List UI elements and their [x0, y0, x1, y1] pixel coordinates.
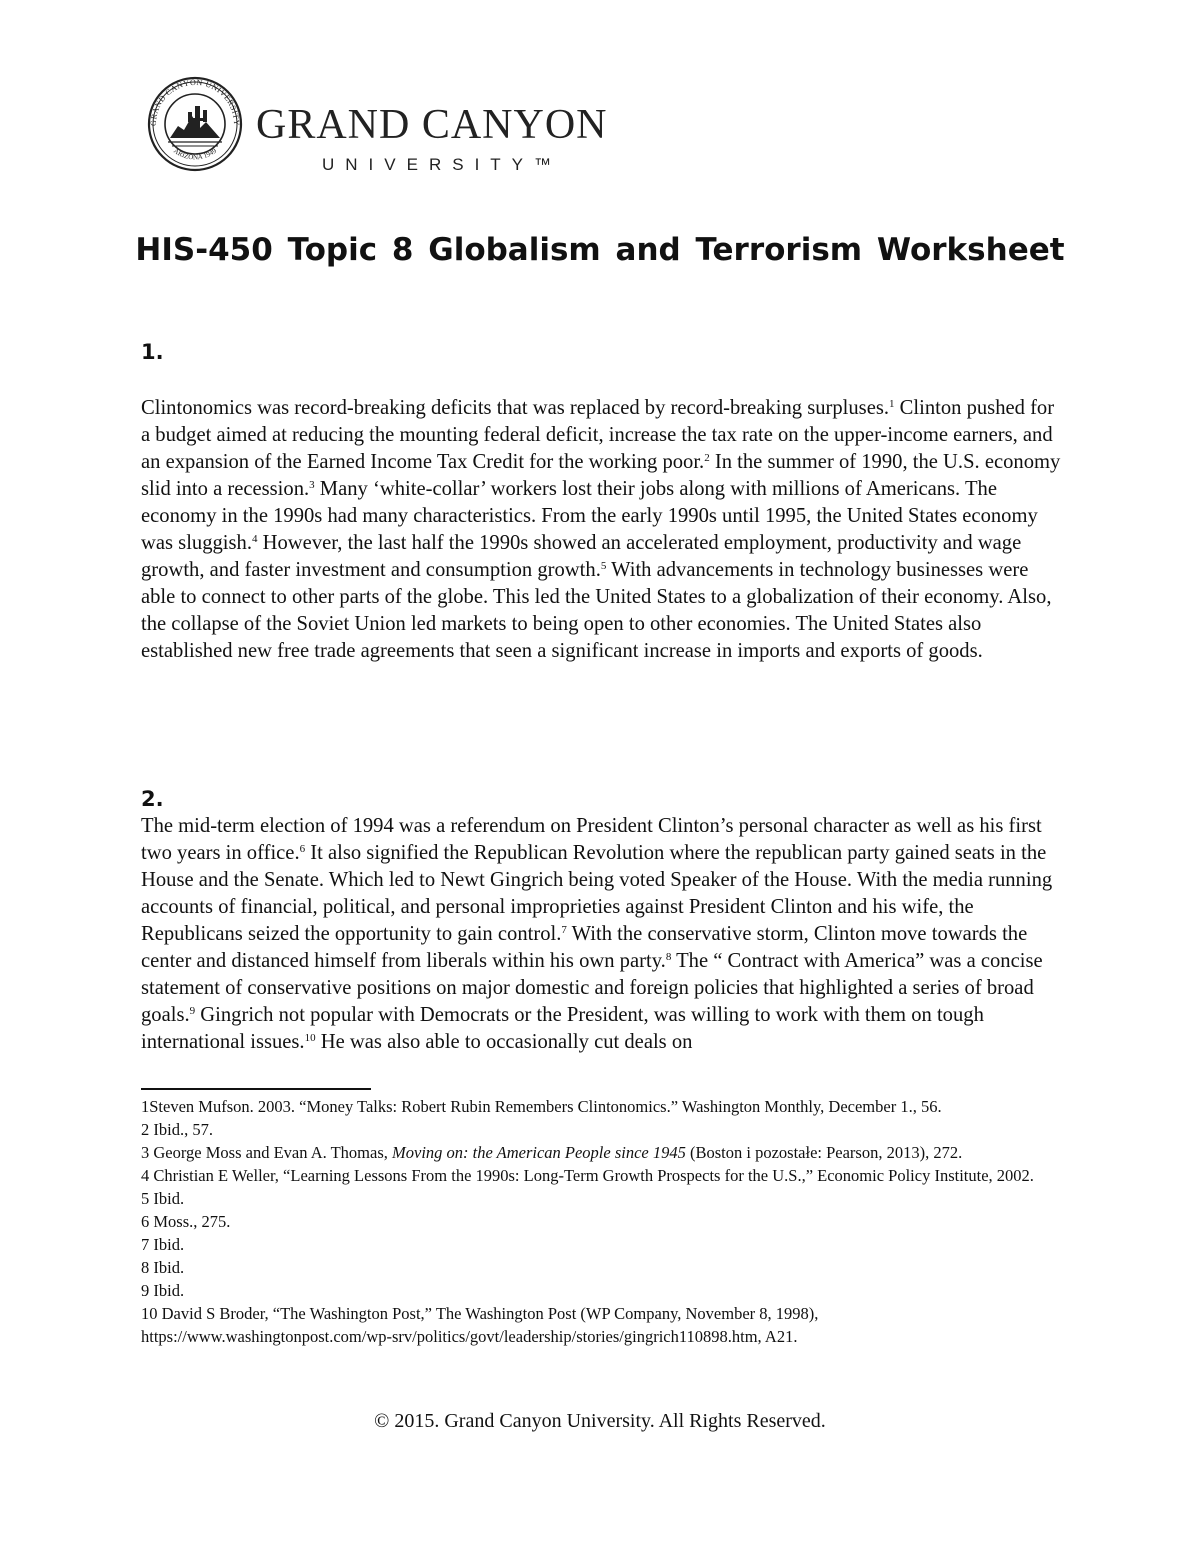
footnote-text: 5 Ibid.: [141, 1189, 185, 1208]
footnote-ref: 8: [665, 951, 672, 963]
answer-segment: The mid-term election of 1994 was a referendum on President Clinton’s personal character as well as his first two years in office.: [141, 815, 1042, 864]
question-number-1: 1.: [141, 340, 164, 364]
footnote-ref: 4: [251, 533, 258, 545]
footnote-text: (Boston i pozostałe: Pearson, 2013), 272.: [685, 1143, 963, 1162]
footnote: [141, 1118, 1061, 1141]
footnote-text: 9 Ibid.: [141, 1281, 185, 1300]
footnote: [141, 1210, 1061, 1233]
footnotes: [141, 1095, 1061, 1348]
answer-segment: Clintonomics was record-breaking deficits that was replaced by record-breaking surpluses.: [141, 397, 889, 419]
footnote: [141, 1302, 1061, 1348]
answer-segment: Clinton pushed for a budget aimed at reducing the mounting federal deficit, increase the tax rate on the upper-income earners, and an expansion of the Earned Income Tax Credit for the working poor.: [141, 397, 1055, 473]
footnote-ref: 10: [304, 1032, 316, 1044]
footnote-separator: [141, 1088, 371, 1090]
footnote-text: 2 Ibid., 57.: [141, 1120, 213, 1139]
wordmark-university: UNIVERSITY™: [322, 155, 563, 174]
footnote-ref: 3: [309, 479, 315, 491]
footnote: [141, 1164, 1061, 1187]
answer-segment: With the conservative storm, Clinton move towards the center and distanced himself from liberals within his own party.: [141, 923, 1028, 972]
footnote-ref: 2: [704, 452, 710, 464]
footnote: [141, 1256, 1061, 1279]
answer-segment: Many ‘white-collar’ workers lost their jobs along with millions of Americans. The economy in the 1990s had many characteristics. From the early 1990s until 1995, the United States economy was sluggish.: [141, 478, 1038, 554]
answer-segment: However, the last half the 1990s showed an accelerated employment, productivity and wage growth, and faster investment and consumption growth.: [141, 532, 1022, 581]
footnote: [141, 1233, 1061, 1256]
footnote-ref: 1: [889, 398, 895, 410]
footnote: [141, 1187, 1061, 1210]
footnote-ref: 6: [299, 843, 306, 855]
footnote-book-title: Moving on: the American People since 1945: [392, 1143, 686, 1162]
footnote-text: 10 David S Broder, “The Washington Post,” The Washington Post (WP Company, November 8, 1998), https://www.washingtonpost.com/wp-srv/politics/govt/leadership/stories/gingrich110898.htm, A21.: [141, 1304, 819, 1346]
answer-paragraph-1: [141, 395, 1061, 665]
footnote-text: 8 Ibid.: [141, 1258, 185, 1277]
footnote-ref: 7: [561, 924, 567, 936]
seal-text-top: GRAND CANYON UNIVERSITY: [148, 77, 242, 127]
footnote-text: 3 George Moss and Evan A. Thomas,: [141, 1143, 392, 1162]
answer-segment: The “ Contract with America” was a concise statement of conservative positions on major domestic and foreign policies that highlighted a series of broad goals.: [141, 950, 1043, 1026]
footnote-text: 1Steven Mufson. 2003. “Money Talks: Robert Rubin Remembers Clintonomics.” Washington Monthly, December 1., 56.: [141, 1097, 942, 1116]
answer-segment: He was also able to occasionally cut deals on: [315, 1031, 693, 1053]
answer-segment: It also signified the Republican Revolution where the republican party gained seats in the House and the Senate. Which led to Newt Gingrich being voted Speaker of the House. With the media running accounts of financial, political, and personal improprieties against President Clinton and his wife, the Republicans seized the opportunity to gain control.: [141, 842, 1053, 945]
copyright-notice: © 2015. Grand Canyon University. All Rights Reserved.: [374, 1410, 826, 1432]
university-logo: [140, 72, 620, 172]
footnote-ref: 9: [189, 1005, 196, 1017]
answer-segment: With advancements in technology businesses were able to connect to other parts of the globe. This led the United States to a globalization of their economy. Also, the collapse of the Soviet Union led markets to being open to other economies. The United States also established new free trade agreements that seen a significant increase in imports and exports of goods.: [141, 559, 1052, 662]
footnote: [141, 1095, 1061, 1118]
page-title: HIS-450 Topic 8 Globalism and Terrorism Worksheet: [135, 232, 1065, 268]
svg-text:ARIZONA 1949: [172, 147, 218, 162]
answer-segment: Gingrich not popular with Democrats or the President, was willing to work with them on tough international issues.: [141, 1004, 984, 1053]
footnote-ref: 5: [600, 560, 607, 572]
footnote: [141, 1279, 1061, 1302]
answer-segment: In the summer of 1990, the U.S. economy slid into a recession.: [141, 451, 1061, 500]
footnote: [141, 1141, 1061, 1164]
answer-paragraph-2: [141, 813, 1061, 1056]
footnote-text: 7 Ibid.: [141, 1235, 185, 1254]
footnote-text: 4 Christian E Weller, “Learning Lessons From the 1990s: Long-Term Growth Prospects for the U.S.,” Economic Policy Institute, 2002.: [141, 1166, 1034, 1185]
question-number-2: 2.: [141, 787, 164, 811]
seal-text-bottom: ARIZONA 1949: [172, 146, 218, 162]
wordmark-grand-canyon: GRAND CANYON: [256, 102, 608, 148]
university-seal-icon: [140, 72, 250, 172]
footnote-text: 6 Moss., 275.: [141, 1212, 231, 1231]
